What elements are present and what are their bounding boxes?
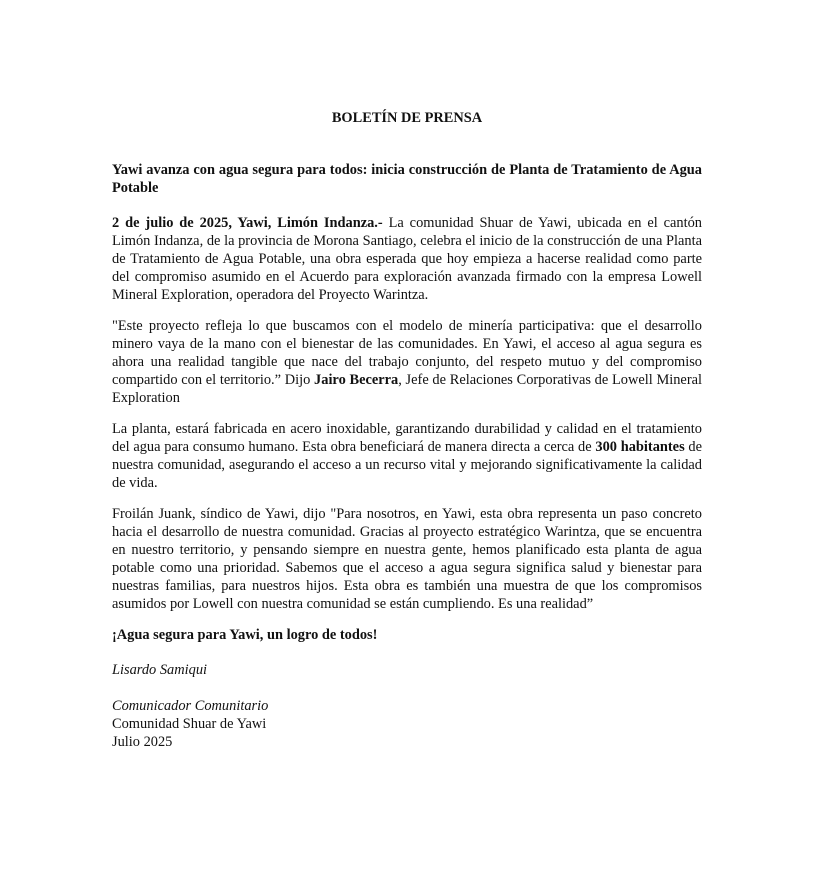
- paragraph-intro: [112, 214, 702, 304]
- plant-text-before: La planta, estará fabricada en acero inoxidable, garantizando durabilidad y calidad en el tratamiento del agua para consumo humano. Esta obra beneficiará de manera directa a cerca de: [112, 421, 702, 455]
- quote-text: "Este proyecto refleja lo que buscamos con el modelo de minería participativa: que el desarrollo minero vaya de la mano con el bienestar de las comunidades. En Yawi, el acceso al agua segura es ahora una realidad tangible que nace del trabajo conjunto, del respeto mutuo y del compromiso compartido con el territorio.” Dijo: [112, 318, 702, 388]
- dateline: 2 de julio de 2025, Yawi, Limón Indanza.-: [112, 215, 383, 231]
- quote-speaker: Jairo Becerra: [314, 372, 399, 388]
- paragraph-quote: [112, 317, 702, 407]
- signature-date: Julio 2025: [112, 734, 173, 750]
- paragraph-plant: [112, 420, 702, 492]
- paragraph-sindico: Froilán Juank, síndico de Yawi, dijo "Para nosotros, en Yawi, esta obra representa un paso concreto hacia el desarrollo de nuestra comunidad. Gracias al proyecto estratégico Warintza, que se encuentra en nuestro territorio, y pensando siempre en nuestra gente, hemos planificado esta planta de agua potable como una prioridad. Sabemos que el acceso a agua segura significa salud y bienestar para nuestras familias, para nuestros hijos. Esta obra es también una muestra de que los compromisos asumidos por Lowell con nuestra comunidad se están cumpliendo. Es una realidad”: [112, 506, 702, 612]
- paragraph-intro-text: La comunidad Shuar de Yawi, ubicada en el cantón Limón Indanza, de la provincia de Morona Santiago, celebra el inicio de la construcción de una Planta de Tratamiento de Agua Potable, una obra esperada que hoy empieza a hacerse realidad como parte del compromiso asumido en el Acuerdo para exploración avanzada firmado con la empresa Lowell Mineral Exploration, operadora del Proyecto Warintza.: [112, 215, 702, 303]
- beneficiaries-highlight: 300 habitantes: [595, 439, 685, 455]
- document-title: BOLETÍN DE PRENSA: [331, 110, 483, 126]
- signature-role: Comunicador Comunitario: [112, 698, 269, 714]
- signature-organization: Comunidad Shuar de Yawi: [112, 716, 267, 732]
- headline: Yawi avanza con agua segura para todos: inicia construcción de Planta de Tratamiento de Agua Potable: [112, 162, 702, 196]
- quote-speaker-role: , Jefe de Relaciones Corporativas de Lowell Mineral Exploration: [112, 372, 703, 406]
- plant-text-after: de nuestra comunidad, asegurando el acceso a un recurso vital y mejorando significativamente la calidad de vida.: [112, 439, 702, 491]
- signature-name: Lisardo Samiqui: [112, 662, 208, 678]
- slogan: ¡Agua segura para Yawi, un logro de todos!: [112, 627, 378, 643]
